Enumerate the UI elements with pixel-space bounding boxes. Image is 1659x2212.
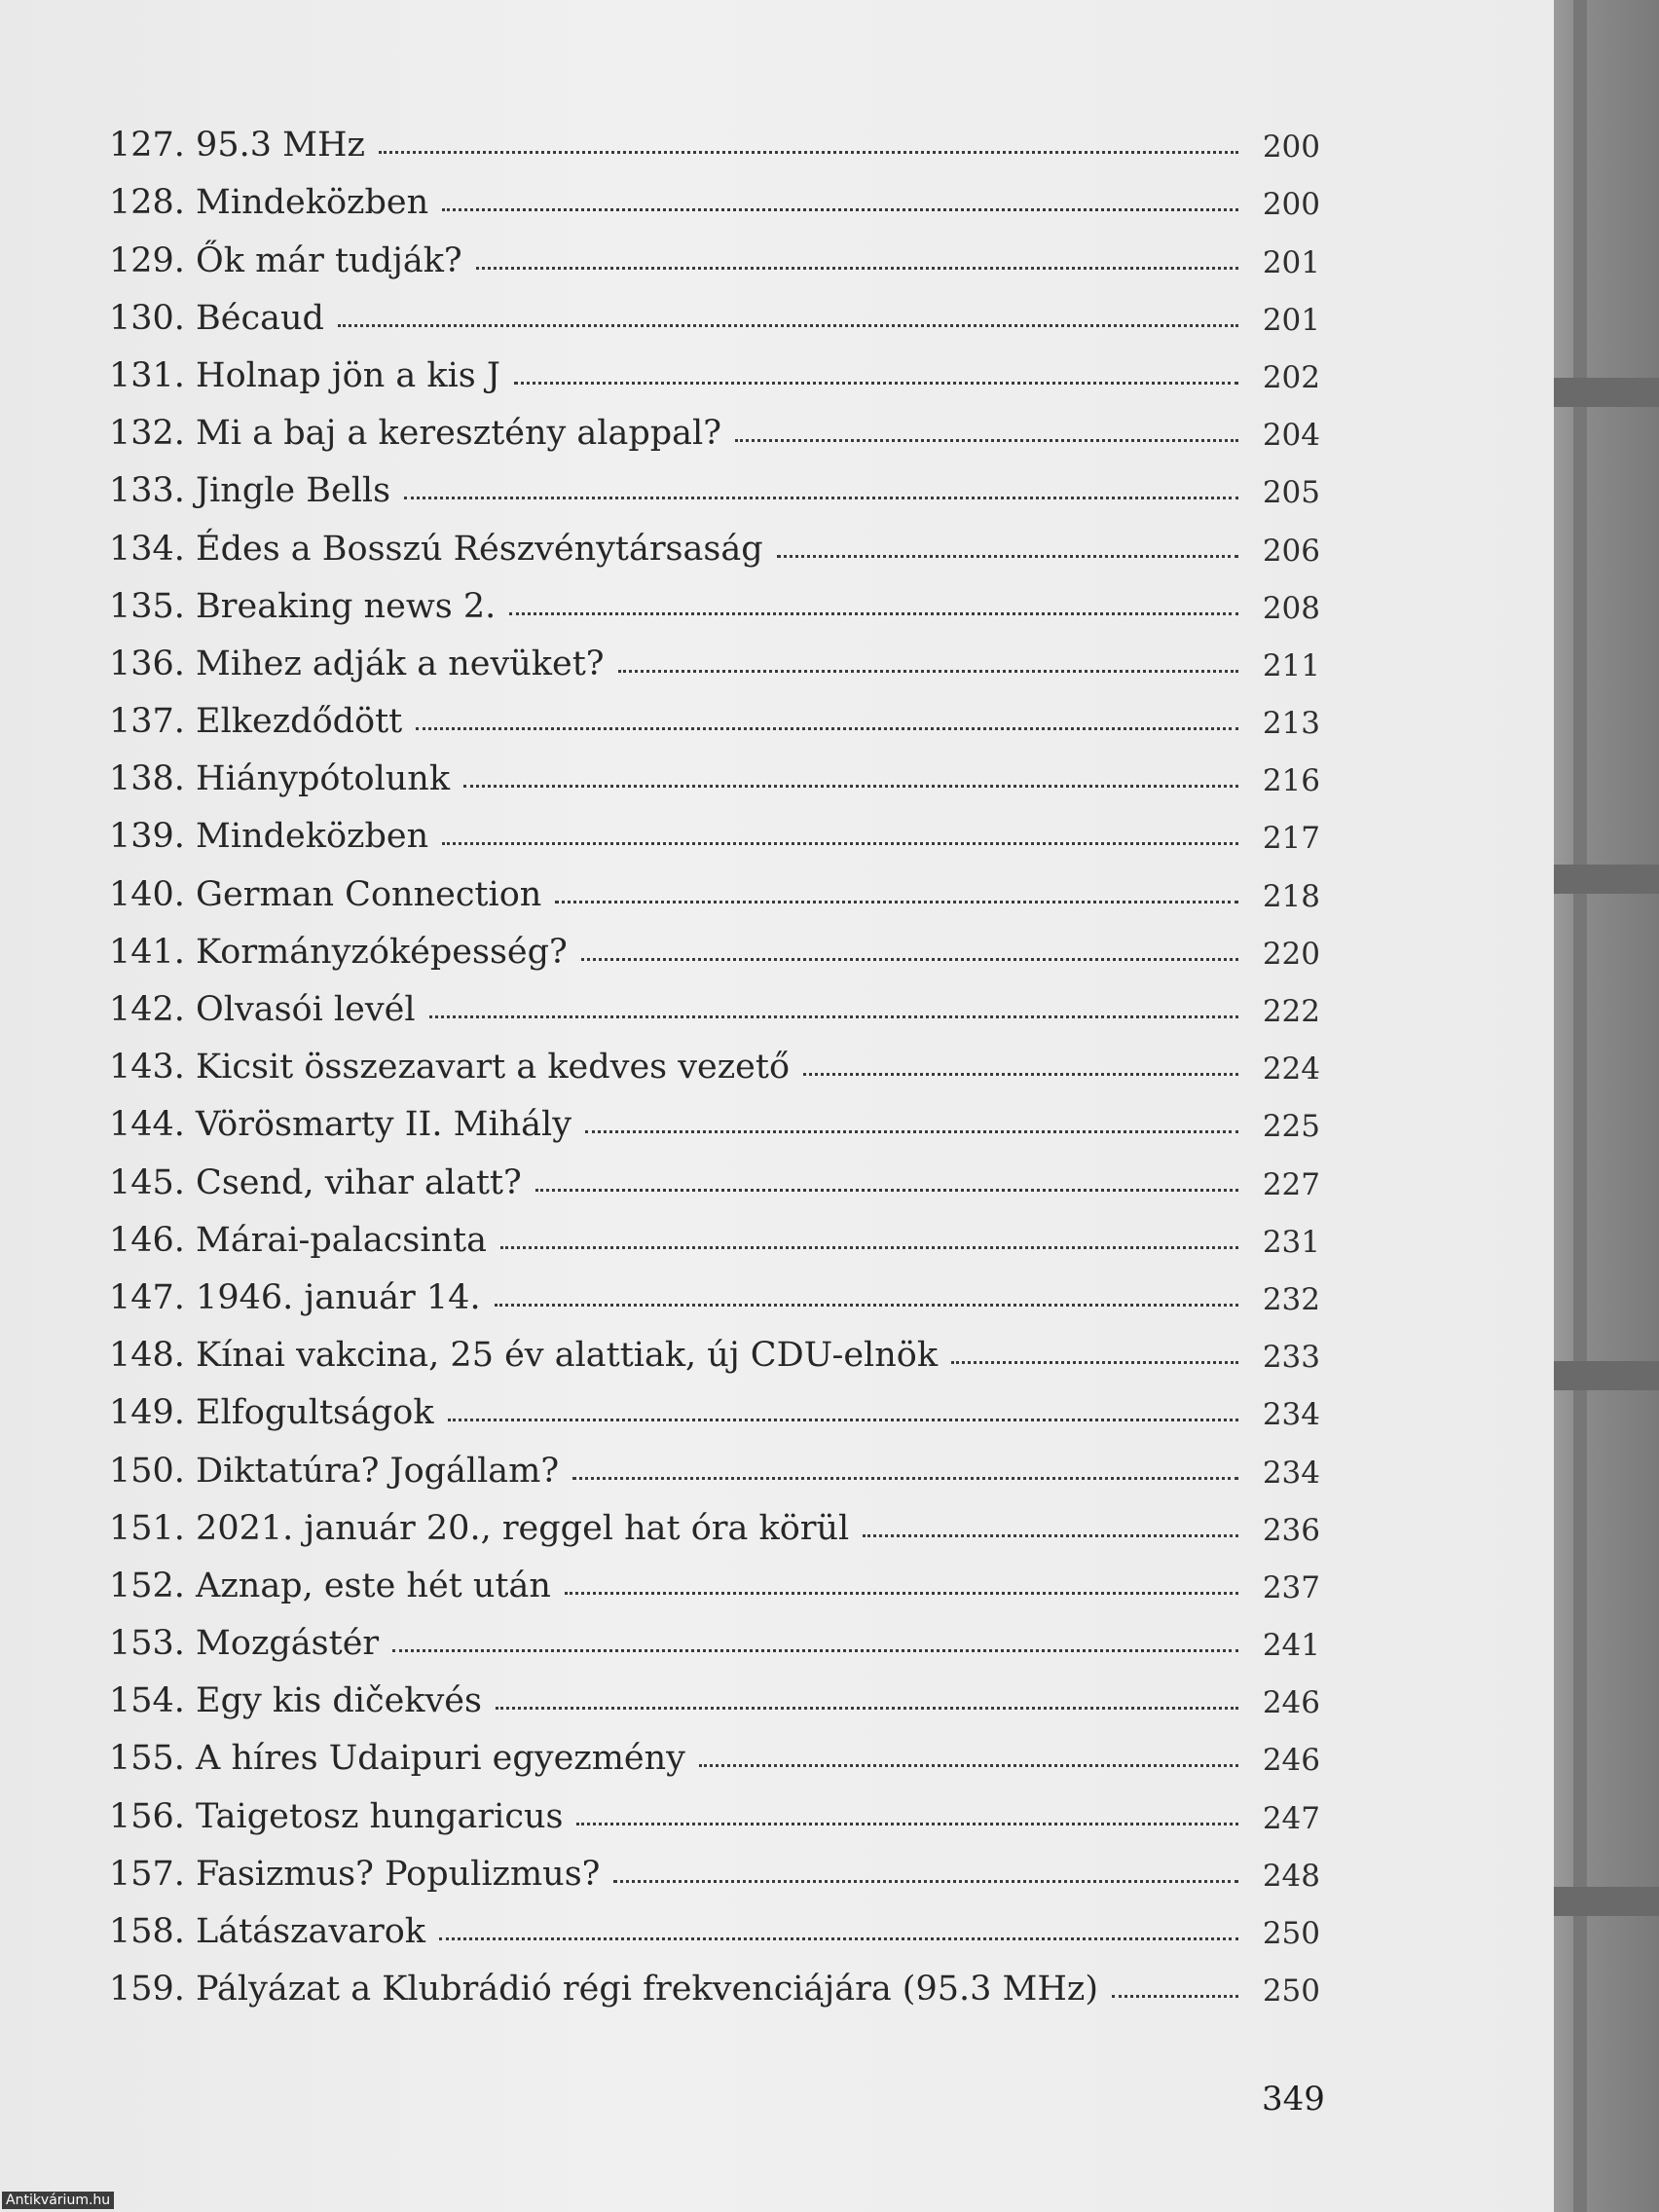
toc-leader-dots xyxy=(572,1477,1238,1480)
toc-entry-title: 140. German Connection xyxy=(109,874,542,914)
toc-leader-dots xyxy=(803,1073,1238,1076)
toc-leader-dots xyxy=(514,382,1238,385)
toc-entry xyxy=(109,796,1320,857)
toc-entry-title: 138. Hiánypótolunk xyxy=(109,759,451,799)
toc-entry-page: 247 xyxy=(1262,1800,1320,1836)
toc-entry-title: 134. Édes a Bosszú Részvénytársaság xyxy=(109,529,763,569)
toc-entry xyxy=(109,682,1320,742)
toc-leader-dots xyxy=(463,785,1238,788)
toc-leader-dots xyxy=(442,208,1238,211)
toc-entry xyxy=(109,1949,1320,2007)
toc-leader-dots xyxy=(416,727,1238,730)
toc-entry xyxy=(109,1142,1320,1202)
toc-entry-page: 225 xyxy=(1262,1109,1320,1145)
toc-leader-dots xyxy=(581,958,1238,961)
table-of-contents xyxy=(109,105,1320,2007)
toc-entry xyxy=(109,508,1320,569)
toc-entry-title: 143. Kicsit összezavart a kedves vezető xyxy=(109,1048,791,1088)
background-edge xyxy=(1554,0,1659,2212)
toc-entry-page: 236 xyxy=(1262,1512,1320,1548)
toc-entry-page: 246 xyxy=(1262,1685,1320,1721)
toc-leader-dots xyxy=(439,1937,1238,1940)
toc-entry-page: 217 xyxy=(1262,821,1320,857)
toc-entry xyxy=(109,1085,1320,1145)
toc-entry-page: 200 xyxy=(1262,129,1320,166)
toc-entry-page: 231 xyxy=(1262,1224,1320,1260)
toc-entry-title: 152. Aznap, este hét után xyxy=(109,1566,551,1605)
toc-entry xyxy=(109,1892,1320,1949)
toc-leader-dots xyxy=(565,1592,1238,1595)
toc-entry-page: 201 xyxy=(1262,302,1320,338)
toc-leader-dots xyxy=(863,1534,1238,1537)
edge-bar xyxy=(1554,1361,1659,1390)
toc-entry-page: 202 xyxy=(1262,359,1320,395)
toc-entry-page: 234 xyxy=(1262,1455,1320,1491)
toc-entry-title: 159. Pályázat a Klubrádió régi frekvenciájára (95.3 MHz) xyxy=(109,1970,1098,2009)
toc-entry-title: 157. Fasizmus? Populizmus? xyxy=(109,1854,601,1894)
toc-entry-title: 133. Jingle Bells xyxy=(109,471,391,511)
toc-entry xyxy=(109,105,1320,166)
edge-bar xyxy=(1554,865,1659,894)
toc-entry-title: 148. Kínai vakcina, 25 év alattiak, új CDU-elnök xyxy=(109,1336,939,1376)
toc-entry-page: 237 xyxy=(1262,1569,1320,1605)
toc-entry-page: 208 xyxy=(1262,590,1320,626)
toc-entry-page: 216 xyxy=(1262,763,1320,799)
toc-entry-title: 145. Csend, vihar alatt? xyxy=(109,1162,522,1202)
toc-entry-page: 206 xyxy=(1262,533,1320,569)
toc-entry xyxy=(109,912,1320,970)
toc-entry-page: 241 xyxy=(1262,1628,1320,1664)
toc-entry xyxy=(109,1430,1320,1491)
page-number: 349 xyxy=(1262,2080,1325,2119)
toc-leader-dots xyxy=(509,612,1238,615)
toc-leader-dots xyxy=(448,1419,1238,1421)
toc-entry-title: 151. 2021. január 20., reggel hat óra körül xyxy=(109,1508,850,1548)
toc-leader-dots xyxy=(392,1649,1238,1652)
toc-leader-dots xyxy=(429,1015,1238,1018)
toc-entry-title: 135. Breaking news 2. xyxy=(109,586,497,626)
toc-entry-title: 154. Egy kis dičekvés xyxy=(109,1681,482,1721)
toc-leader-dots xyxy=(496,1707,1238,1710)
toc-entry-page: 224 xyxy=(1262,1051,1320,1088)
toc-entry-title: 146. Márai-palacsinta xyxy=(109,1220,487,1260)
toc-entry-title: 130. Bécaud xyxy=(109,298,324,338)
toc-entry-page: 220 xyxy=(1262,936,1320,972)
toc-leader-dots xyxy=(777,555,1238,558)
toc-leader-dots xyxy=(535,1189,1238,1192)
toc-entry-title: 142. Olvasói levél xyxy=(109,990,416,1029)
toc-entry xyxy=(109,451,1320,511)
watermark: Antikvárium.hu xyxy=(2,2192,114,2209)
edge-shadow xyxy=(1573,0,1587,2212)
toc-entry xyxy=(109,1604,1320,1664)
toc-entry-title: 156. Taigetosz hungaricus xyxy=(109,1796,564,1836)
toc-entry-page: 232 xyxy=(1262,1281,1320,1317)
toc-leader-dots xyxy=(1112,1995,1238,1998)
toc-entry-title: 128. Mindeközben xyxy=(109,183,429,223)
toc-entry-page: 233 xyxy=(1262,1340,1320,1376)
toc-entry-title: 137. Elkezdődött xyxy=(109,702,403,742)
toc-entry-page: 218 xyxy=(1262,878,1320,914)
toc-entry xyxy=(109,624,1320,682)
toc-entry xyxy=(109,1315,1320,1376)
toc-entry-page: 205 xyxy=(1262,475,1320,511)
toc-entry-title: 153. Mozgástér xyxy=(109,1624,380,1664)
toc-entry-title: 141. Kormányzóképesség? xyxy=(109,932,568,972)
toc-entry xyxy=(109,1776,1320,1836)
toc-leader-dots xyxy=(735,439,1238,442)
toc-entry-title: 147. 1946. január 14. xyxy=(109,1277,481,1317)
toc-entry-page: 250 xyxy=(1262,1973,1320,2009)
toc-entry-page: 222 xyxy=(1262,994,1320,1029)
toc-entry xyxy=(109,1661,1320,1721)
toc-entry xyxy=(109,1258,1320,1315)
toc-entry xyxy=(109,567,1320,624)
toc-entry xyxy=(109,970,1320,1027)
toc-entry-title: 129. Ők már tudják? xyxy=(109,240,462,280)
toc-entry-page: 201 xyxy=(1262,244,1320,280)
toc-leader-dots xyxy=(442,842,1238,845)
toc-entry-title: 150. Diktatúra? Jogállam? xyxy=(109,1451,560,1491)
toc-entry xyxy=(109,1489,1320,1546)
toc-leader-dots xyxy=(613,1880,1238,1883)
toc-entry-page: 211 xyxy=(1262,647,1320,683)
toc-entry-page: 227 xyxy=(1262,1166,1320,1202)
toc-entry xyxy=(109,1027,1320,1088)
toc-entry-page: 248 xyxy=(1262,1858,1320,1894)
toc-leader-dots xyxy=(576,1823,1238,1825)
toc-entry-title: 158. Látászavarok xyxy=(109,1912,426,1951)
toc-entry-title: 149. Elfogultságok xyxy=(109,1393,434,1433)
toc-entry-title: 132. Mi a baj a keresztény alappal? xyxy=(109,414,721,454)
toc-leader-dots xyxy=(500,1246,1238,1249)
toc-entry xyxy=(109,854,1320,914)
toc-leader-dots xyxy=(404,497,1238,499)
toc-leader-dots xyxy=(555,901,1238,903)
toc-entry-page: 213 xyxy=(1262,706,1320,742)
toc-leader-dots xyxy=(495,1304,1238,1307)
toc-entry-page: 200 xyxy=(1262,187,1320,223)
toc-entry xyxy=(109,393,1320,454)
toc-leader-dots xyxy=(379,151,1238,154)
toc-entry xyxy=(109,739,1320,799)
toc-entry xyxy=(109,1546,1320,1604)
edge-bar xyxy=(1554,378,1659,407)
toc-entry xyxy=(109,1373,1320,1433)
toc-entry-title: 139. Mindeközben xyxy=(109,817,429,857)
toc-entry-title: 131. Holnap jön a kis J xyxy=(109,355,500,395)
toc-leader-dots xyxy=(338,324,1238,327)
toc-leader-dots xyxy=(585,1130,1238,1133)
toc-leader-dots xyxy=(951,1361,1238,1364)
toc-entry xyxy=(109,220,1320,280)
toc-entry xyxy=(109,336,1320,393)
edge-bar xyxy=(1554,1887,1659,1916)
toc-entry-title: 127. 95.3 MHz xyxy=(109,126,365,166)
toc-entry xyxy=(109,1718,1320,1779)
toc-entry-page: 234 xyxy=(1262,1397,1320,1433)
toc-entry-page: 204 xyxy=(1262,418,1320,454)
toc-entry-title: 144. Vörösmarty II. Mihály xyxy=(109,1105,572,1145)
toc-leader-dots xyxy=(699,1764,1238,1767)
toc-entry xyxy=(109,278,1320,336)
toc-entry xyxy=(109,1200,1320,1258)
toc-entry xyxy=(109,163,1320,223)
toc-entry-title: 155. A híres Udaipuri egyezmény xyxy=(109,1739,685,1779)
toc-entry xyxy=(109,1834,1320,1892)
toc-entry-title: 136. Mihez adják a nevüket? xyxy=(109,644,605,683)
toc-leader-dots xyxy=(476,267,1238,270)
toc-entry-page: 246 xyxy=(1262,1743,1320,1779)
toc-entry-page: 250 xyxy=(1262,1916,1320,1951)
toc-leader-dots xyxy=(618,670,1238,673)
